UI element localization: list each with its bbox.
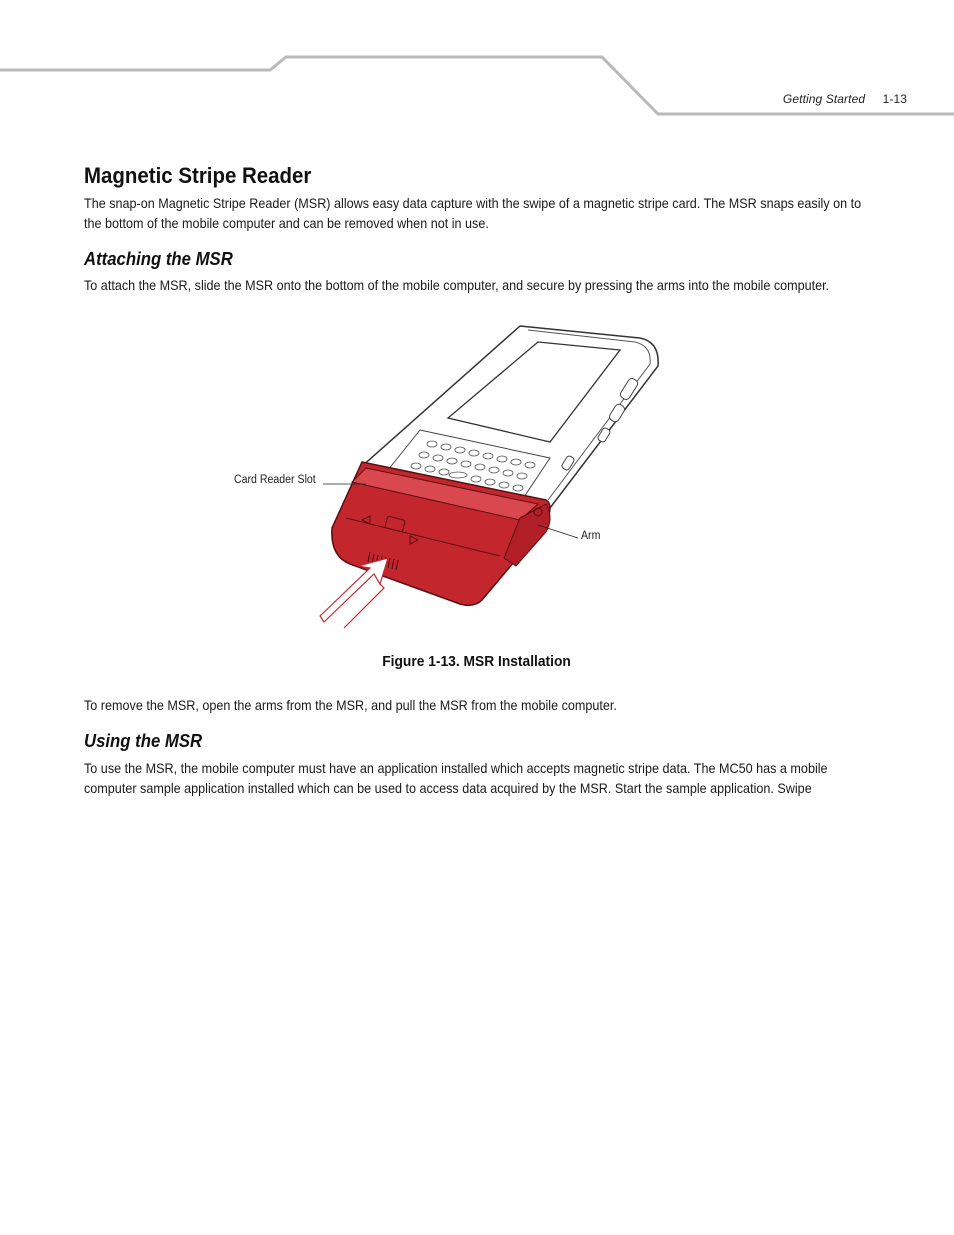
insertion-arrow [320,558,388,622]
running-head-section: Getting Started [782,92,866,106]
attach-paragraph: To attach the MSR, slide the MSR onto the bottom of the mobile computer, and secure by pressing the arms into the mobile computer. [84,277,830,293]
page-number: 1-13 [882,92,907,106]
label-card-reader-slot: Card Reader Slot [234,474,316,486]
attach-heading: Attaching the MSR [84,249,233,269]
section-title: Magnetic Stripe Reader [84,163,312,188]
label-arm: Arm [581,530,601,542]
running-head [783,92,907,106]
intro-paragraph: The snap-on Magnetic Stripe Reader (MSR) allows easy data capture with the swipe of a magnetic stripe card. The MSR snaps easily on to the bottom of the mobile computer and can be removed when not in use. [84,195,862,231]
figure-caption [0,653,954,670]
using-paragraph: To use the MSR, the mobile computer must have an application installed which accepts magnetic stripe data. The MC50 has a mobile computer sample application installed which can be used to access data acquired by the MSR. Start the sample application. Swipe [84,760,828,796]
using-heading: Using the MSR [84,731,203,751]
header-rule [0,0,954,130]
figure-caption-text: Figure 1-13. MSR Installation [382,653,572,670]
remove-paragraph: To remove the MSR, open the arms from the MSR, and pull the MSR from the mobile computer. [84,697,617,713]
msr-installation-figure [220,318,680,636]
